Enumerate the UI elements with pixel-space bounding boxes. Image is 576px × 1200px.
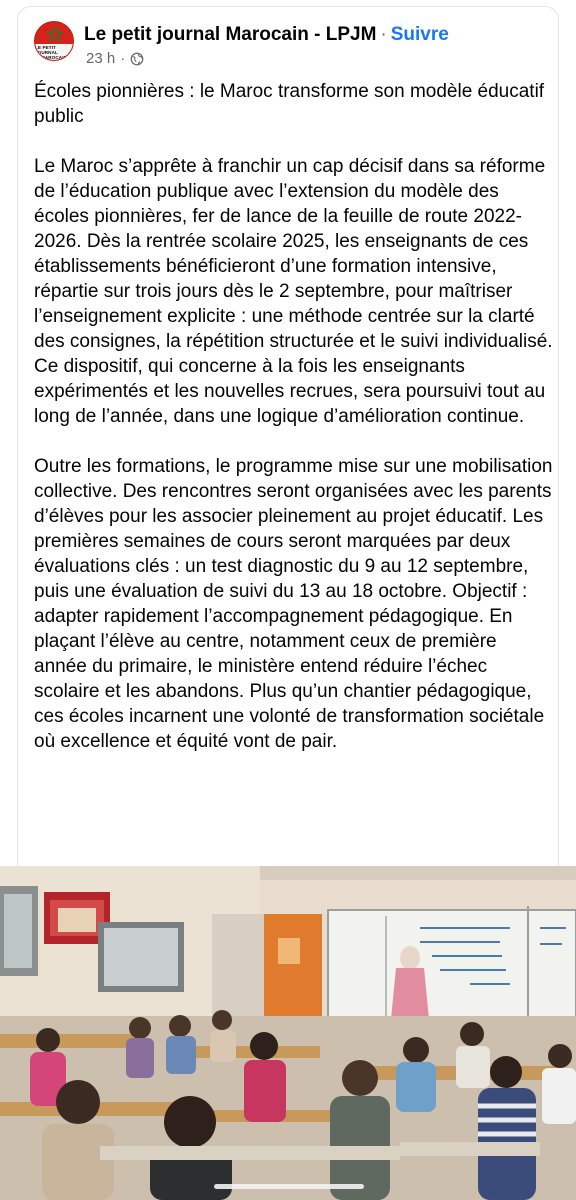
post-time[interactable]: 23 h — [86, 50, 116, 67]
post-meta — [86, 50, 144, 67]
post-title-paragraph: Écoles pionnières : le Maroc transforme son modèle éducatif public — [34, 81, 545, 127]
page-avatar[interactable] — [34, 21, 74, 61]
page-name[interactable]: Le petit journal Marocain - LPJM — [84, 24, 377, 45]
post-paragraph: Outre les formations, le programme mise sur une mobilisation collective. Des rencontres seront organisées avec les parents d’élèves pour les associer pleinement au projet éducatif. Les premières semaines de cours seront marquées par deux évaluations clés : un test diagnostic du 9 au 12 septembre, puis une évaluation de suivi du 13 au 18 octobre. Objectif : adapter rapidement l’accompagnement pédagogique. En plaçant l’élève au centre, notamment ceux de première année du primaire, le ministère entend réduire l’échec scolaire et les abandons. Plus qu’un chantier pédagogique, ces écoles incarnent une volonté de transformation sociétale où excellence et équité vont de pair. — [34, 456, 553, 752]
avatar-band — [35, 44, 73, 60]
globe-icon — [130, 52, 144, 66]
avatar-text-line-2: MAROCAIN — [40, 54, 68, 60]
classroom-image — [0, 866, 576, 1200]
avatar-text-line-1: LE PETIT JOURNAL — [35, 44, 58, 55]
name-separator: · — [380, 24, 387, 45]
star-logo-icon — [47, 26, 63, 42]
post-text — [34, 79, 554, 754]
post-paragraph: Le Maroc s’apprête à franchir un cap décisif dans sa réforme de l’éducation publique avec l’extension du modèle des écoles pionnières, fer de lance de la feuille de route 2022-2026. Dès la rentrée scolaire 2025, les enseignants de ces établissements bénéficieront d’une formation intensive, répartie sur trois jours dès le 2 septembre, pour maîtriser l’enseignement explicite : une méthode centrée sur la clarté des consignes, la répétition structurée et le suivi individualisé. Ce dispositif, qui concerne à la fois les enseignants expérimentés et les nouvelles recrues, sera poursuivi tout au long de l’année, dans une logique d’amélioration continue. — [34, 156, 553, 427]
post-header — [34, 21, 546, 75]
post-card — [17, 6, 559, 876]
follow-button[interactable]: Suivre — [390, 24, 449, 45]
meta-separator: · — [120, 50, 126, 67]
post-photo[interactable] — [0, 866, 576, 1200]
author-line — [84, 23, 449, 47]
